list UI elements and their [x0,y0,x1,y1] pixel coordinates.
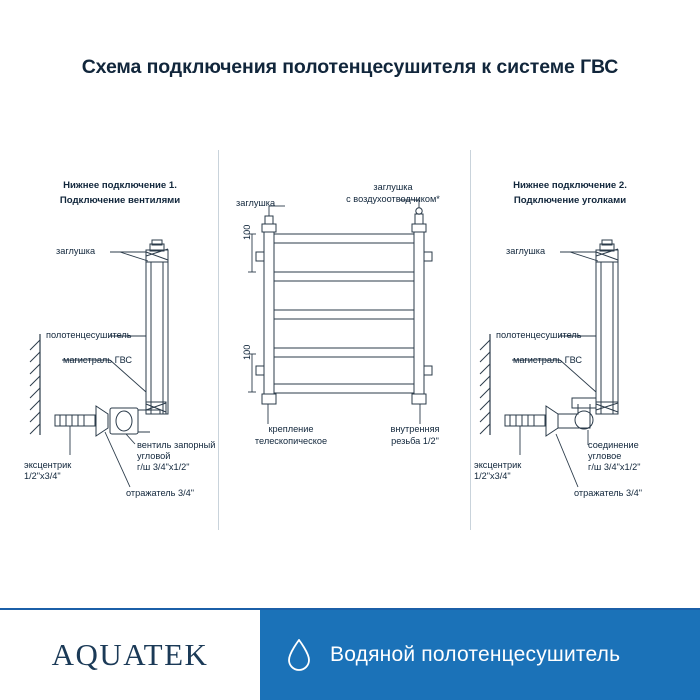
footer-tagline: Водяной полотенцесушитель [330,643,621,666]
right-label-reflector: отражатель 3/4" [574,488,643,498]
brand-block [0,610,260,700]
right-label-elbow-3: г/ш 3/4"х1/2" [588,462,641,472]
footer [0,610,700,700]
right-label-eccentric-2: 1/2"х3/4" [474,471,511,481]
left-label-valve-1: вентиль запорный [137,440,216,450]
page-title: Схема подключения полотенцесушителя к системе ГВС [81,56,619,78]
left-label-eccentric-1: эксцентрик [24,460,72,470]
right-label-eccentric-1: эксцентрик [474,460,522,470]
right-caption: Нижнее подключение 2. Подключение уголками [513,180,627,206]
left-label-main-line: магистраль ГВС [63,355,133,365]
center-dim-bottom: 100 [242,344,252,360]
center-label-plug: заглушка [236,198,276,208]
center-assembly [248,200,432,424]
left-label-reflector: отражатель 3/4" [126,488,195,498]
left-caption: Нижнее подключение 1. Подключение вентилями [59,180,181,206]
center-label-plug-air-2: с воздухоотводчиком* [346,194,440,204]
right-label-elbow-2: угловое [588,451,622,461]
center-label-thread-1: внутренняя [390,424,440,434]
left-label-towel-dryer: полотенцесушитель [46,330,132,340]
left-label-eccentric-2: 1/2"х3/4" [24,471,61,481]
left-label-valve-2: угловой [137,451,171,461]
center-dim-top: 100 [242,224,252,240]
center-label-thread-2: резьба 1/2" [391,436,439,446]
right-label-plug: заглушка [506,246,546,256]
center-label-plug-air-1: заглушка [373,182,413,192]
brand-name: AQUATEK [51,637,209,672]
left-label-valve-3: г/ш 3/4"х1/2" [137,462,190,472]
center-label-mount-2: телескопическое [254,436,328,446]
right-label-towel-dryer: полотенцесушитель [496,330,582,340]
water-drop-icon [286,639,312,671]
footer-banner [260,610,700,700]
center-label-mount-1: крепление [268,424,314,434]
right-label-elbow-1: соединение [588,440,639,450]
right-label-main-line: магистраль ГВС [513,355,583,365]
left-label-plug: заглушка [56,246,96,256]
